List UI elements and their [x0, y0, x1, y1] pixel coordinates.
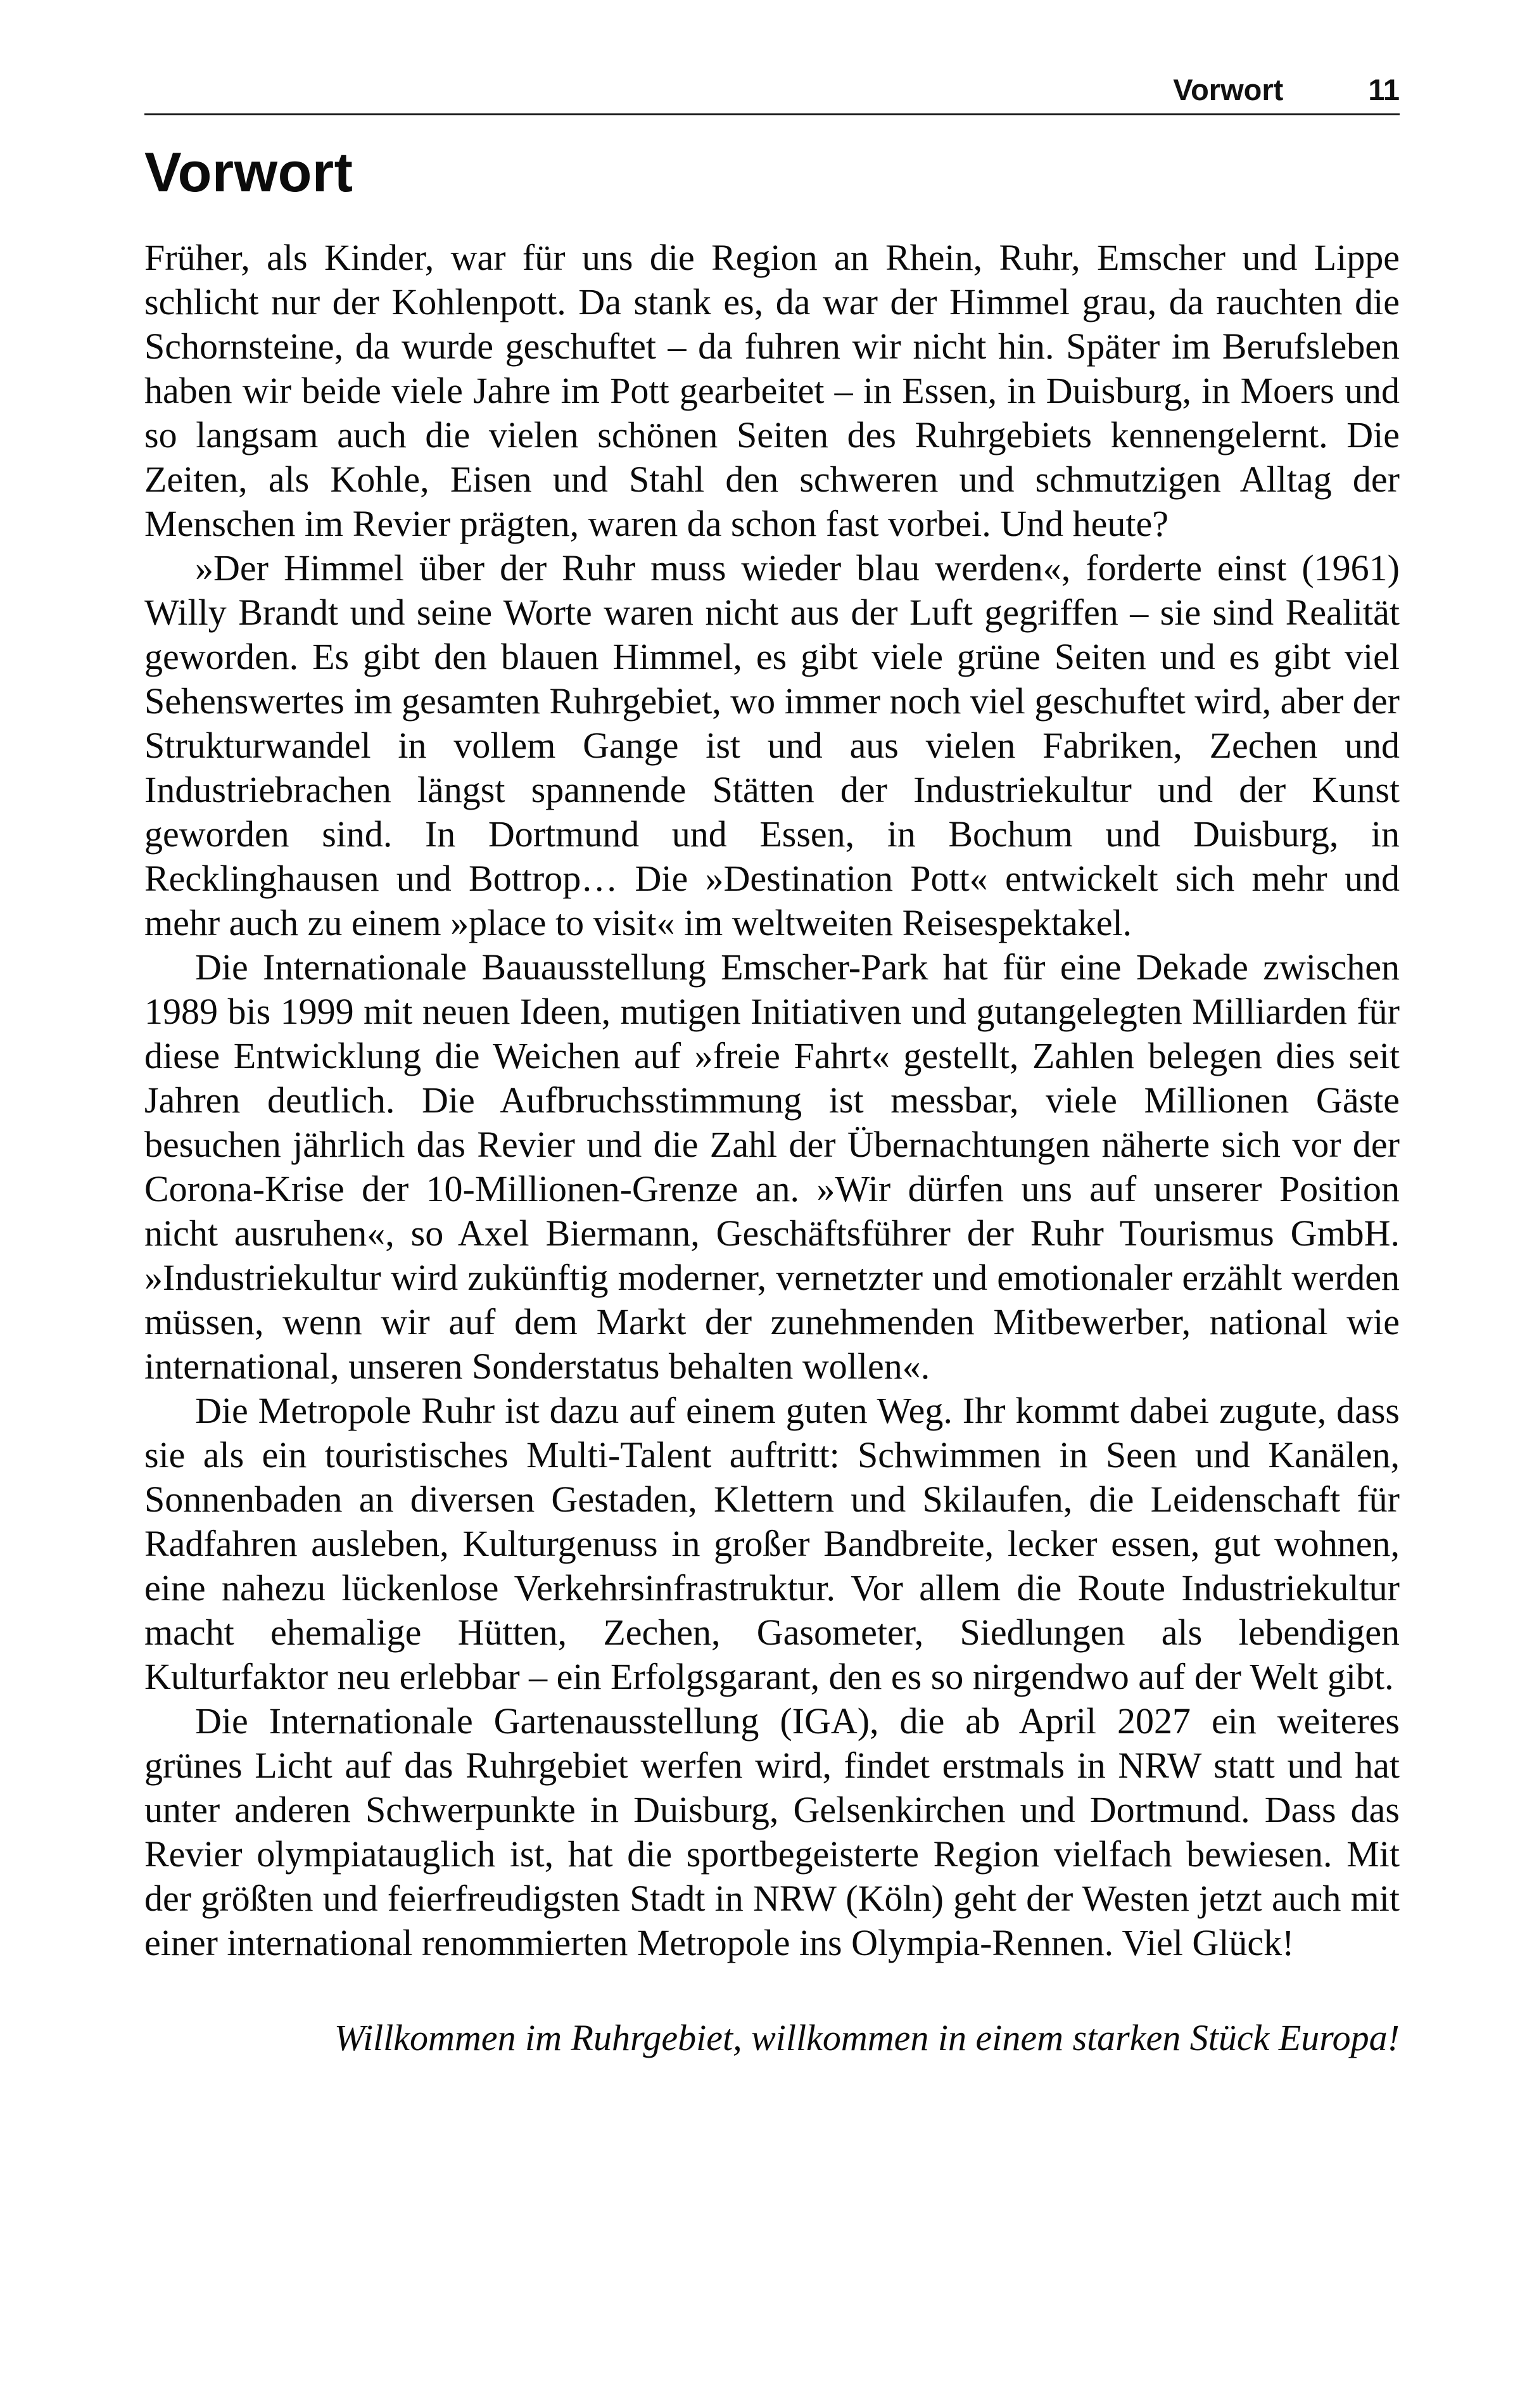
running-header: [144, 75, 1400, 105]
paragraph-4: Die Metropole Ruhr ist dazu auf einem guten Weg. Ihr kommt dabei zugute, dass sie als ein touristisches Multi-Talent auftritt: Schwimmen in Seen und Kanälen, Sonnenbaden an diversen Gestaden, Klettern und Skilaufen, die Leidenschaft für Radfahren ausleben, Kulturgenuss in großer Bandbreite, lecker essen, gut wohnen, eine nahezu lückenlose Verkehrsinfrastruktur. Vor allem die Route Industriekultur macht ehemalige Hütten, Zechen, Gasometer, Siedlungen als lebendigen Kulturfaktor neu erlebbar – ein Erfolgsgarant, den es so nirgendwo auf der Welt gibt.: [144, 1390, 1400, 1697]
header-section-label: Vorwort: [1173, 73, 1284, 106]
paragraph-5: Die Internationale Gartenausstellung (IGA), die ab April 2027 ein weiteres grünes Licht auf das Ruhrgebiet werfen wird, findet erstmals in NRW statt und hat unter anderen Schwerpunkte in Duisburg, Gelsenkirchen und Dortmund. Dass das Revier olympiatauglich ist, hat die sportbegeisterte Region vielfach bewiesen. Mit der größten und feierfreudigsten Stadt in NRW (Köln) geht der Westen jetzt auch mit einer international renommierten Metropole ins Olympia-Rennen. Viel Glück!: [144, 1700, 1400, 1963]
closing-line: Willkommen im Ruhrgebiet, willkommen in einem starken Stück Europa!: [334, 2017, 1400, 2058]
paragraph-2: »Der Himmel über der Ruhr muss wieder blau werden«, forderte einst (1961) Willy Brandt und seine Worte waren nicht aus der Luft gegriffen – sie sind Realität geworden. Es gibt den blauen Himmel, es gibt viele grüne Seiten und es gibt viel Sehenswertes im gesamten Ruhrgebiet, wo immer noch viel geschuftet wird, aber der Strukturwandel in vollem Gange ist und aus vielen Fabriken, Zechen und Industriebrachen längst spannende Stätten der Industriekultur und der Kunst geworden sind. In Dortmund und Essen, in Bochum und Duisburg, in Recklinghausen und Bottrop… Die »Destination Pott« entwickelt sich mehr und mehr auch zu einem »place to visit« im weltweiten Reisespektakel.: [144, 547, 1400, 943]
header-rule: [144, 113, 1400, 115]
paragraph-3: Die Internationale Bauausstellung Emscher-Park hat für eine Dekade zwischen 1989 bis 1999 mit neuen Ideen, mutigen Initiativen und gutangelegten Milliarden für diese Entwicklung die Weichen auf »freie Fahrt« gestellt, Zahlen belegen dies seit Jahren deutlich. Die Aufbruchsstimmung ist messbar, viele Millionen Gäste besuchen jährlich das Revier und die Zahl der Übernachtungen näherte sich vor der Corona-Krise der 10-Millionen-Grenze an. »Wir dürfen uns auf unserer Position nicht ausruhen«, so Axel Biermann, Geschäftsführer der Ruhr Tourismus GmbH. »Industriekultur wird zukünftig moderner, vernetzter und emotionaler erzählt werden müssen, wenn wir auf dem Markt der zunehmenden Mitbewerber, national wie international, unseren Sonderstatus behalten wollen«.: [144, 946, 1400, 1387]
header-page-number: 11: [1368, 73, 1400, 106]
paragraph-1: Früher, als Kinder, war für uns die Region an Rhein, Ruhr, Emscher und Lippe schlicht nur der Kohlenpott. Da stank es, da war der Himmel grau, da rauchten die Schornsteine, da wurde geschuftet – da fuhren wir nicht hin. Später im Berufsleben haben wir beide viele Jahre im Pott gearbeitet – in Essen, in Duisburg, in Moers und so langsam auch die vielen schönen Seiten des Ruhrgebiets kennengelernt. Die Zeiten, als Kohle, Eisen und Stahl den schweren und schmutzigen Alltag der Menschen im Revier prägten, waren da schon fast vorbei. Und heute?: [144, 237, 1400, 544]
page-title: Vorwort: [144, 141, 353, 203]
body-text: [144, 236, 1400, 1965]
